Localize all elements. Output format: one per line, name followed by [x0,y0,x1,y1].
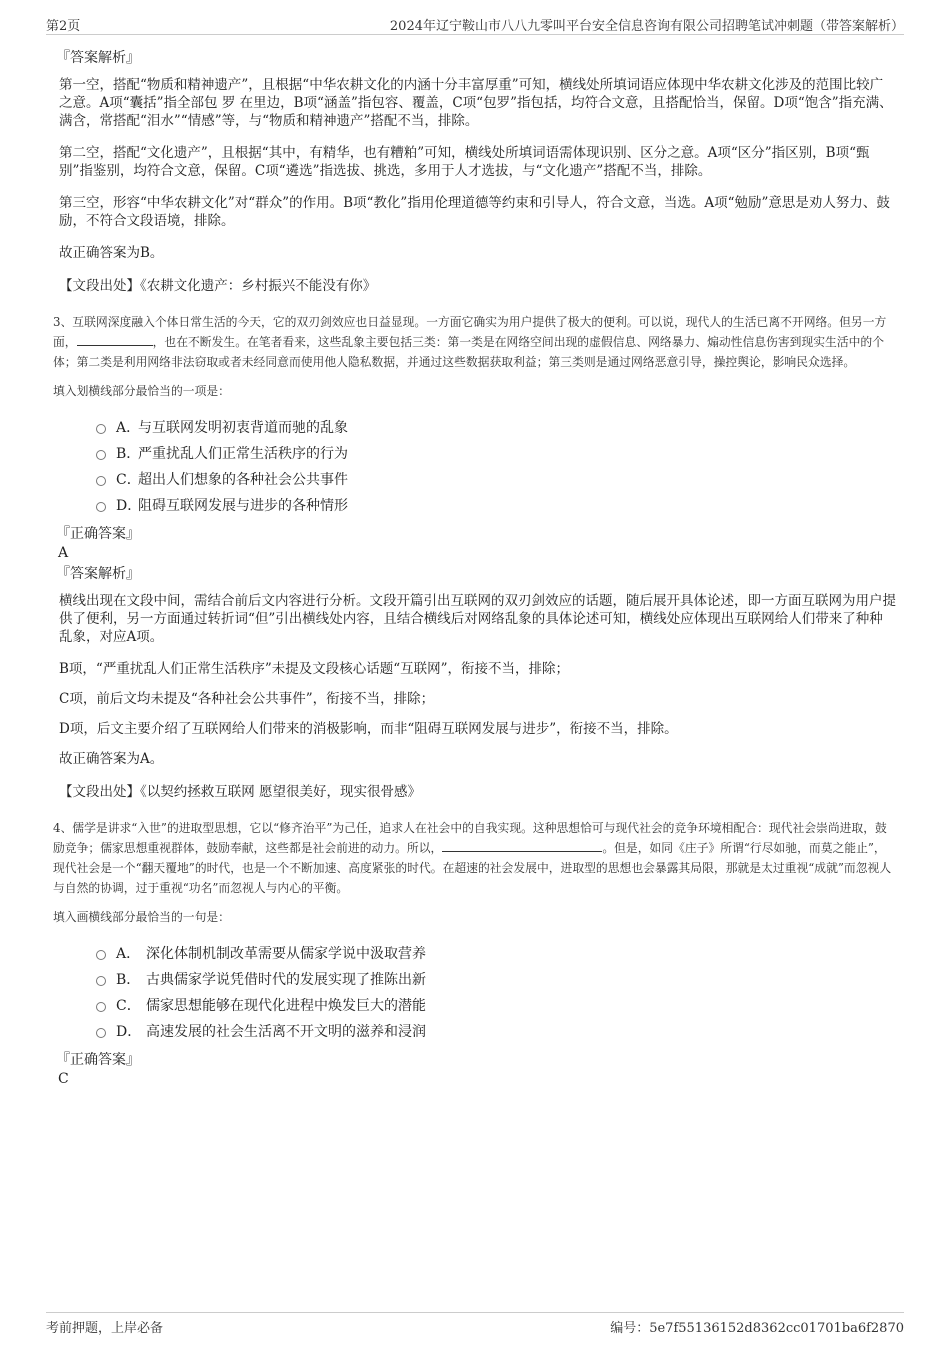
analysis-paragraph: 横线出现在文段中间，需结合前后文内容进行分析。文段开篇引出互联网的双刃剑效应的话题，随后展开具体论述，即一方面互联网为用户提供了便利，另一方面通过转折词“但”引出横线处内容，且结合横线后对网络乱象的具体论述可知，横线处应体现出互联网给人们带来了种种乱象，对应A项。 [59,593,896,645]
option-d[interactable]: D． 高速发展的社会生活离不开文明的滋养和浸润 [96,1018,896,1044]
option-b[interactable]: B． 古典儒家学说凭借时代的发展实现了推陈出新 [96,966,896,992]
option-d[interactable]: D． 阻碍互联网发展与进步的各种情形 [96,492,896,518]
correct-answer-heading: 『正确答案』 [56,1052,140,1068]
question-3-options [96,414,896,518]
analysis-paragraph: 第一空，搭配“物质和精神遗产”，且根据“中华农耕文化的内涵十分丰富厚重”可知，横线处所填词语应体现中华农耕文化涉及的范围比较广之意。A项“囊括”指全部包 罗 在里边，B项“涵盖”指包容、覆盖，C项“包罗”指包括，均符合文意，且搭配恰当，保留。D项“饱含”指充满、满含，常搭配“泪水”“情感”等，与“物质和精神遗产”搭配不当，排除。 [59,77,893,129]
correct-answer-heading: 『正确答案』 [56,526,140,542]
radio-icon[interactable] [96,976,106,986]
correct-answer: A [58,545,69,561]
analysis-conclusion: 故正确答案为B。 [59,245,164,261]
radio-icon[interactable] [96,476,106,486]
option-b[interactable]: B． 严重扰乱人们正常生活秩序的行为 [96,440,896,466]
analysis-paragraph: C项，前后文均未提及“各种社会公共事件”，衔接不当，排除； [59,691,435,707]
radio-icon[interactable] [96,1028,106,1038]
question-3-instruction: 填入划横线部分最恰当的一项是： [53,384,230,398]
page-footer [46,1312,904,1337]
analysis-heading: 『答案解析』 [56,50,140,66]
correct-answer: C [58,1071,69,1087]
footer-slogan: 考前押题，上岸必备 [46,1321,164,1336]
analysis-paragraph: 第二空，搭配“文化遗产”，且根据“其中，有精华，也有糟粕”可知，横线处所填词语需体现识别、区分之意。A项“区分”指区别，B项“甄别”指鉴别，均符合文意，保留。C项“遴选”指选拔、挑选，多用于人才选拔，与“文化遗产”搭配不当，排除。 [59,145,870,179]
analysis-paragraph: D项，后文主要介绍了互联网给人们带来的消极影响，而非“阻碍互联网发展与进步”，衔接不当，排除。 [59,721,678,737]
fill-blank [77,333,153,346]
question-4-options [96,940,896,1044]
radio-icon[interactable] [96,450,106,460]
page-number: 第2页 [46,19,81,34]
document-code: 编号：5e7f55136152d8362cc01701ba6f2870 [610,1321,904,1336]
passage-source: 【文段出处】《以契约拯救互联网 愿望很美好，现实很骨感》 [59,784,422,800]
option-a[interactable]: A． 深化体制机制改革需要从儒家学说中汲取营养 [96,940,896,966]
analysis-paragraph: 第三空，形容“中华农耕文化”对“群众”的作用。B项“教化”指用伦理道德等约束和引导人，符合文意，当选。A项“勉励”意思是劝人努力、鼓励，不符合文段语境，排除。 [59,195,890,229]
radio-icon[interactable] [96,1002,106,1012]
document-title: 2024年辽宁鞍山市八八九零叫平台安全信息咨询有限公司招聘笔试冲刺题（带答案解析） [389,19,904,34]
radio-icon[interactable] [96,950,106,960]
radio-icon[interactable] [96,502,106,512]
passage-source: 【文段出处】《农耕文化遗产：乡村振兴不能没有你》 [59,278,377,294]
fill-blank [442,839,602,852]
analysis-conclusion: 故正确答案为A。 [59,751,164,767]
analysis-heading: 『答案解析』 [56,566,140,582]
option-c[interactable]: C． 超出人们想象的各种社会公共事件 [96,466,896,492]
radio-icon[interactable] [96,424,106,434]
analysis-paragraph: B项，“严重扰乱人们正常生活秩序”未提及文段核心话题“互联网”，衔接不当，排除； [59,661,570,677]
question-4-stem: 4、儒学是讲求“入世”的进取型思想，它以“修齐治平”为己任，追求人在社会中的自我实现。这种思想恰可与现代社会的竞争环境相配合：现代社会崇尚进取，鼓励竞争；儒家思想重视群体，鼓励奉献，这些都是社会前进的动力。所以， 。但是，如同《庄子》所谓“行尽如驰，而莫之能止”，现代社会是一个“翻天覆地”的时代，也是一个不断加速、高度紧张的时代。在超速的社会发展中，进取型的思想也会暴露其局限，那就是太过重视“成就”而忽视人与自然的协调，过于重视“功名”而忽视人与内心的平衡。 [53,821,892,895]
page-header [46,12,904,35]
option-a[interactable]: A． 与互联网发明初衷背道而驰的乱象 [96,414,896,440]
question-4-instruction: 填入画横线部分最恰当的一句是： [53,910,230,924]
main-content [53,44,896,1088]
question-3-stem: 3、互联网深度融入个体日常生活的今天，它的双刃剑效应也日益显现。一方面它确实为用户提供了极大的便利。可以说，现代人的生活已离不开网络。但另一方面， ，也在不断发生。在笔者看来，这些乱象主要包括三类：第一类是在网络空间出现的虚假信息、网络暴力、煽动性信息伤害到现实生活中的个体；第二类是利用网络非法窃取或者未经同意而使用他人隐私数据，并通过这些数据获取利益；第三类则是通过网络恶意引导，操控舆论，影响民众选择。 [53,315,887,369]
option-c[interactable]: C． 儒家思想能够在现代化进程中焕发巨大的潜能 [96,992,896,1018]
